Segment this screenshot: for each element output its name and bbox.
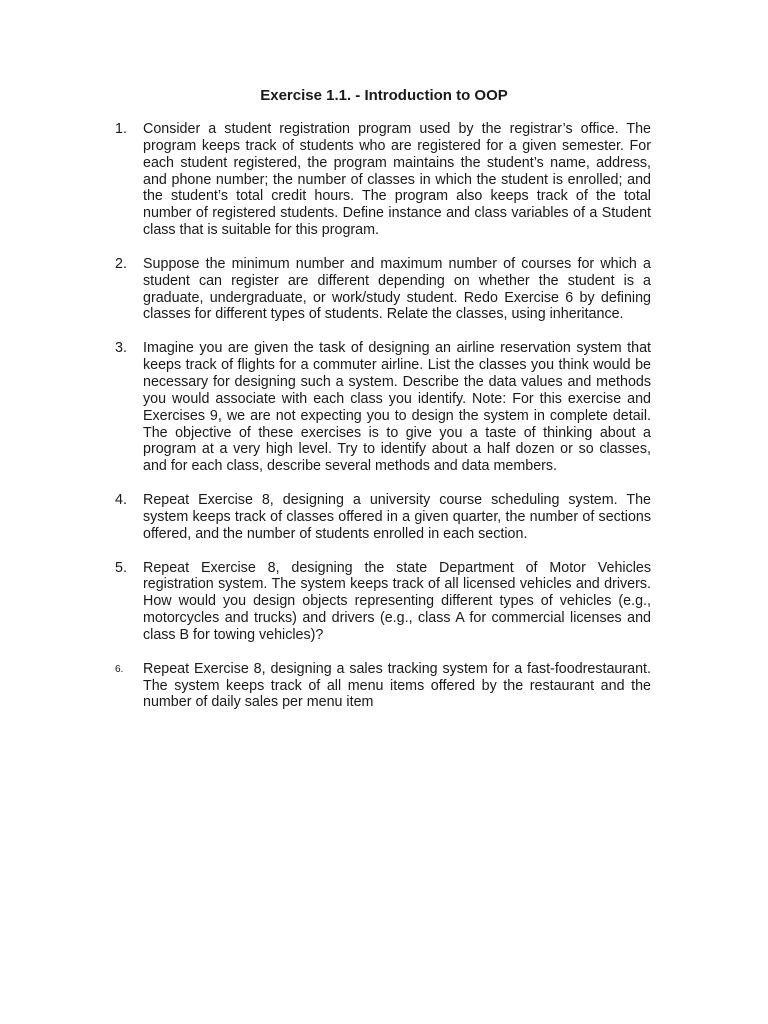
item-number: 1. <box>115 121 127 137</box>
item-text: Repeat Exercise 8, designing a university course scheduling system. The system keeps track of classes offered in a given quarter, the number of sections offered, and the number of students enrolled in each section. <box>143 492 651 542</box>
list-item <box>115 256 651 323</box>
item-text: Suppose the minimum number and maximum number of courses for which a student can register are different depending on whether the student is a graduate, undergraduate, or work/study student. Redo Exercise 6 by defining classes for different types of students. Relate the classes, using inheritance. <box>143 255 651 323</box>
item-number: 4. <box>115 492 127 509</box>
list-item <box>115 661 651 712</box>
item-number: 2. <box>115 255 127 272</box>
list-item <box>115 492 651 543</box>
list-item <box>115 560 651 644</box>
list-item <box>115 340 651 475</box>
exercise-list <box>115 121 651 728</box>
item-number: 5. <box>115 559 127 576</box>
item-number: 6. <box>115 663 124 675</box>
item-number: 3. <box>115 340 127 357</box>
item-text: Repeat Exercise 8, designing a sales tracking system for a fast-foodrestaurant. The system keeps track of all menu items offered by the restaurant and the number of daily sales per menu item <box>143 660 651 711</box>
item-text: Imagine you are given the task of designing an airline reservation system that keeps track of flights for a commuter airline. List the classes you think would be necessary for designing such a system. Describe the data values and methods you would associate with each class you identify. Note: For this exercise and Exercises 9, we are not expecting you to design the system in complete detail. The objective of these exercises is to give you a taste of thinking about a program at a very high level. Try to identify about a half dozen or so classes, and for each class, describe several methods and data members. <box>143 340 651 475</box>
item-text: Repeat Exercise 8, designing the state Department of Motor Vehicles registration system. The system keeps track of all licensed vehicles and drivers. How would you design objects representing different types of vehicles (e.g., motorcycles and trucks) and drivers (e.g., class A for commercial licenses and class B for towing vehicles)? <box>143 559 651 643</box>
page-title: Exercise 1.1. - Introduction to OOP <box>260 87 508 104</box>
list-item <box>115 121 651 239</box>
item-text: Consider a student registration program used by the registrar’s office. The program keeps track of students who are registered for a given semester. For each student registered, the program maintains the student’s name, address, and phone number; the number of classes in which the student is enrolled; and the student’s total credit hours. The program also keeps track of the total number of registered students. Define instance and class variables of a Student class that is suitable for this program. <box>143 121 651 239</box>
